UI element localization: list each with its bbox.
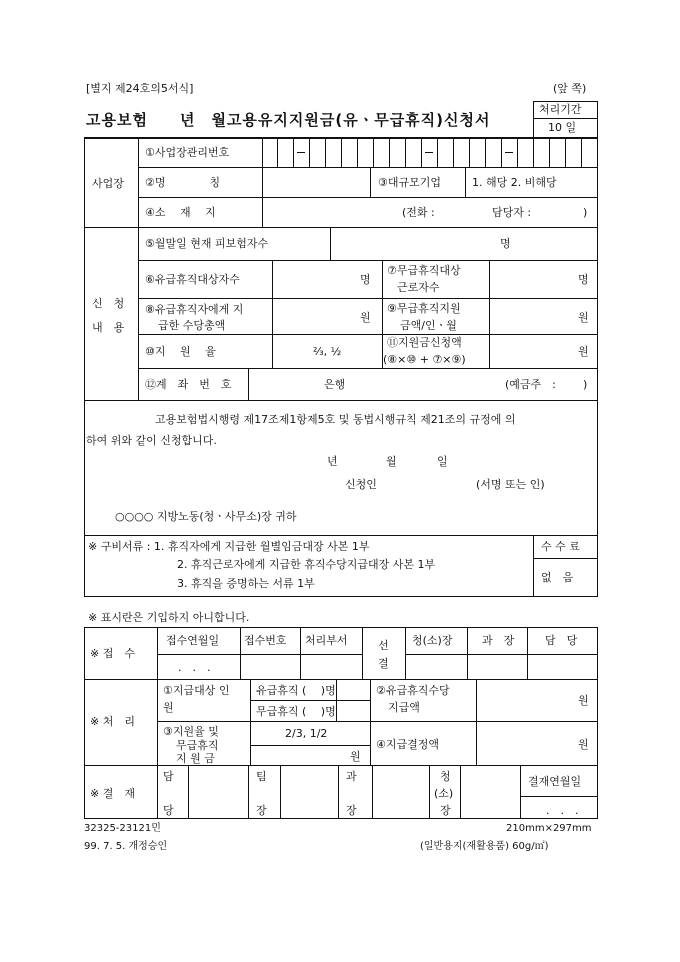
fee-label: 수 수 료 xyxy=(541,540,580,553)
unpaid-amount-label-2: 금액/인ㆍ월 xyxy=(400,319,457,332)
claim-label-2: (⑧×⑩ + ⑦×⑨) xyxy=(383,353,466,366)
claim-unit: 원 xyxy=(578,345,589,358)
sign-label: (서명 또는 인) xyxy=(476,478,545,491)
employer-section-label: 사업장 xyxy=(92,177,124,190)
p2-label-2: 지급액 xyxy=(388,701,420,714)
name-label: ②명 칭 xyxy=(145,176,221,189)
approve-chief-2: (소) xyxy=(434,787,454,800)
processing-period-value: 10 일 xyxy=(548,121,577,134)
page-side: (앞 쪽) xyxy=(553,82,587,95)
p3-label-1: ③지원율 및 xyxy=(163,725,219,738)
approve-team-1: 팀 xyxy=(256,770,267,783)
documents-item-3: 3. 휴직을 증명하는 서류 1부 xyxy=(177,577,315,590)
manager-label: 담당자 : xyxy=(492,206,532,219)
statement-line-2: 하여 위와 같이 신청합니다. xyxy=(86,434,217,447)
allowance-label-1: ⑧유급휴직자에게 지 xyxy=(145,303,244,316)
rate-value: ⅔, ½ xyxy=(313,345,342,358)
approval-label-2: 결 xyxy=(378,657,389,670)
p3-label-3: 지 원 금 xyxy=(176,752,215,765)
addressee: ○○○○ 지방노동(청ㆍ사무소)장 귀하 xyxy=(115,510,297,523)
paid-target-unit: 명 xyxy=(360,273,371,286)
unpaid-target-label-1: ⑦무급휴직대상 xyxy=(387,264,461,277)
approve-section-2: 장 xyxy=(346,804,357,817)
request-section-label-1: 신 청 xyxy=(92,297,125,310)
approval-label-1: 선 xyxy=(378,639,389,652)
insured-count-unit: 명 xyxy=(500,237,511,250)
p3-rate: 2/3, 1/2 xyxy=(285,727,328,740)
approve-officer-2: 당 xyxy=(163,804,174,817)
p1-label-2: 원 xyxy=(163,701,174,714)
receipt-no-header: 접수번호 xyxy=(244,634,287,647)
form-title: 고용보험 년 월고용유지지원금(유ㆍ무급휴직)신청서 xyxy=(86,111,491,129)
approve-chief-1: 청 xyxy=(440,770,451,783)
approve-label: ※ 결 재 xyxy=(90,787,135,800)
bank-label: 은행 xyxy=(324,378,346,391)
paid-target-label: ⑥유급휴직대상자수 xyxy=(145,273,240,286)
fee-value: 없 음 xyxy=(541,571,574,584)
approve-section-1: 과 xyxy=(346,770,357,783)
receipt-date-dots: . . . xyxy=(178,661,211,674)
insured-count-label: ⑤월말일 현재 피보험자수 xyxy=(145,237,269,250)
receipt-date-header: 접수연월일 xyxy=(166,634,220,647)
reg-no-label: ①사업장관리번호 xyxy=(145,146,230,159)
approval-date-header: 결재연월일 xyxy=(528,775,582,788)
office-note: ※ 표시란은 기입하지 아니합니다. xyxy=(88,611,250,624)
address-label: ④소 재 지 xyxy=(145,206,216,219)
request-section-label-2: 내 용 xyxy=(92,321,125,334)
phone-label: (전화 : xyxy=(402,206,435,219)
footer-size: 210mm×297mm xyxy=(506,823,592,834)
p1-label-1: ①지급대상 인 xyxy=(163,684,230,697)
p3-unit: 원 xyxy=(350,750,361,763)
approve-chief-3: 장 xyxy=(440,804,451,817)
date-month: 월 xyxy=(386,455,397,468)
account-label: ⑫계 좌 번 호 xyxy=(145,378,232,391)
statement-line-1: 고용보험법시행령 제17조제1항제5호 및 동법시행규칙 제21조의 규정에 의 xyxy=(155,413,516,426)
processing-period-label: 처리기간 xyxy=(539,103,582,116)
footer-code: 32325-23121민 xyxy=(84,823,161,834)
paid-leave-count: 유급휴직 ( )명 xyxy=(256,684,336,697)
unpaid-target-unit: 명 xyxy=(578,273,589,286)
p4-unit: 원 xyxy=(578,738,589,751)
large-company-options[interactable]: 1. 해당 2. 비해당 xyxy=(472,176,557,189)
rate-label: ⑩지 원 율 xyxy=(145,345,216,358)
claim-label-1: ⑪지원금신청액 xyxy=(387,336,462,349)
chief-header: 청(소)장 xyxy=(412,634,453,647)
allowance-label-2: 급한 수당총액 xyxy=(158,319,226,332)
footer-approved: 99. 7. 5. 개정승인 xyxy=(84,841,168,852)
address-close-paren: ) xyxy=(583,206,588,219)
dept-header: 처리부서 xyxy=(305,634,348,647)
form-number: [별지 제24호의5서식] xyxy=(86,82,194,95)
documents-item-1: ※ 구비서류 : 1. 휴직자에게 지급한 월별임금대장 사본 1부 xyxy=(88,540,370,553)
approve-team-2: 장 xyxy=(256,804,267,817)
large-company-label: ③대규모기업 xyxy=(378,176,441,189)
receipt-label: ※ 접 수 xyxy=(90,647,135,660)
account-close-paren: ) xyxy=(583,378,588,391)
allowance-unit: 원 xyxy=(360,311,371,324)
p4-label: ④지급결정액 xyxy=(376,738,439,751)
section-chief-header: 과 장 xyxy=(482,634,515,647)
process-label: ※ 처 리 xyxy=(90,715,135,728)
date-day: 일 xyxy=(437,455,448,468)
p2-unit: 원 xyxy=(578,694,589,707)
p3-label-2: 무급휴직 xyxy=(176,739,219,752)
documents-item-2: 2. 휴직근로자에게 지급한 휴직수당지급대장 사본 1부 xyxy=(177,558,436,571)
date-year: 년 xyxy=(327,455,338,468)
unpaid-target-label-2: 근로자수 xyxy=(397,281,440,294)
approve-officer-1: 담 xyxy=(163,770,174,783)
applicant-label: 신청인 xyxy=(345,478,377,491)
officer-header: 담 당 xyxy=(545,634,578,647)
unpaid-amount-unit: 원 xyxy=(578,311,589,324)
p2-label-1: ②유급휴직수당 xyxy=(376,684,450,697)
footer-paper: (일반용지(재활용품) 60g/㎡) xyxy=(420,841,549,852)
unpaid-amount-label-1: ⑨무급휴직지원 xyxy=(387,302,461,315)
holder-label: (예금주 : xyxy=(505,378,556,391)
approval-date-dots: . . . xyxy=(546,804,579,817)
unpaid-leave-count: 무급휴직 ( )명 xyxy=(256,705,336,718)
